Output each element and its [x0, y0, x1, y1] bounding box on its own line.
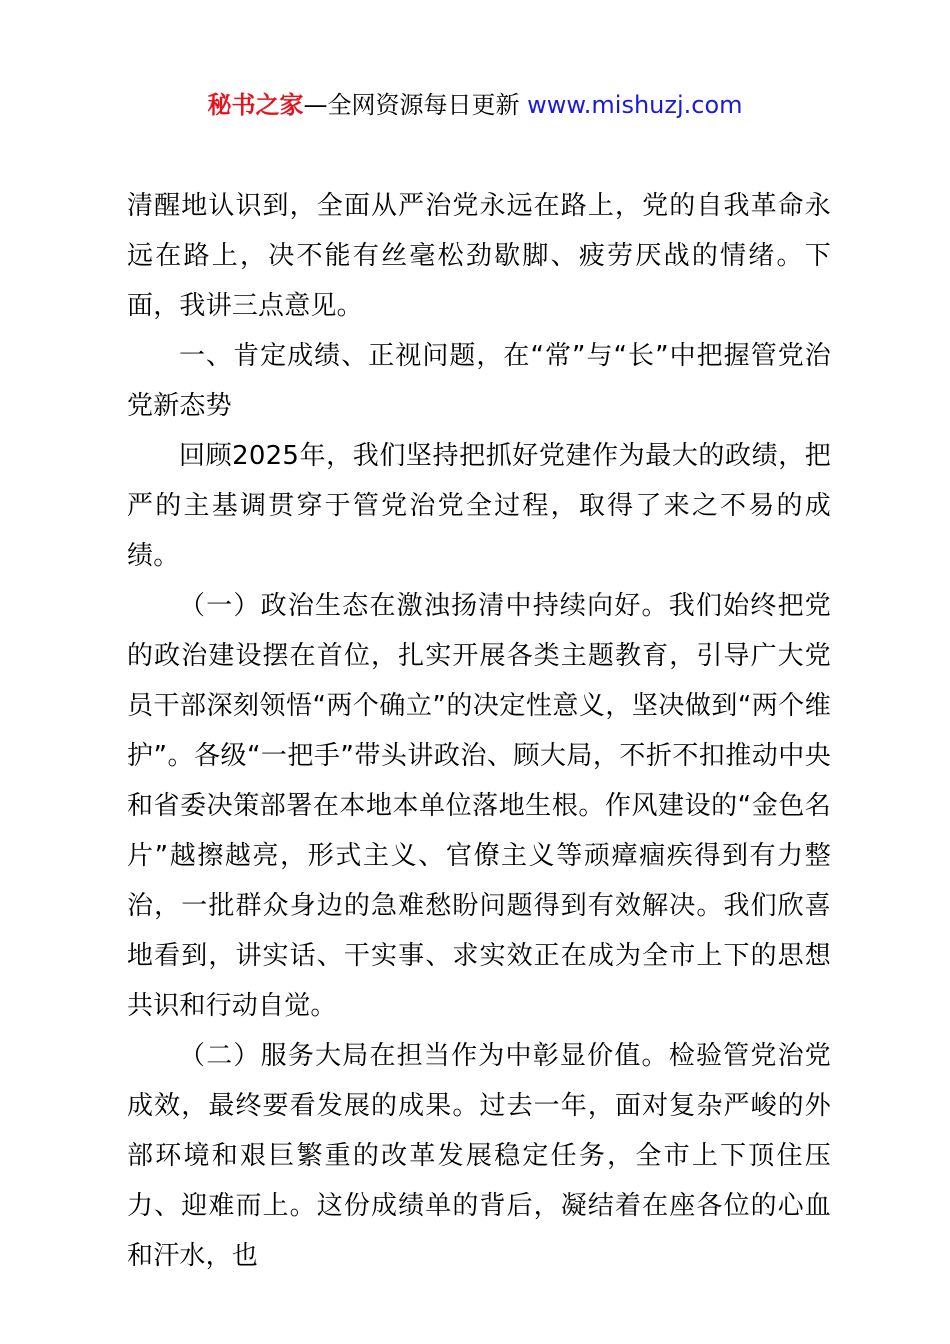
website-link[interactable]: www.mishuzj.com — [527, 91, 743, 119]
document-body — [127, 181, 831, 1281]
header-slogan: —全网资源每日更新 — [303, 91, 520, 119]
brand-name: 秘书之家 — [207, 91, 304, 119]
paragraph-political-ecology: （一）政治生态在激浊扬清中持续向好。我们始终把党的政治建设摆在首位，扎实开展各类主题教育，引导广大党员干部深刻领悟“两个确立”的决定性意义，坚决做到“两个维护”。各级“一把手”带头讲政治、顾大局，不折不扣推动中央和省委决策部署在本地本单位落地生根。作风建设的“金色名片”越擦越亮，形式主义、官僚主义等顽瘴痼疾得到有力整治，一批群众身边的急难愁盼问题得到有效解决。我们欣喜地看到，讲实话、干实事、求实效正在成为全市上下的思想共识和行动自觉。 — [127, 591, 831, 1021]
page-header — [0, 88, 950, 122]
paragraph-serving-overall: （二）服务大局在担当作为中彰显价值。检验管党治党成效，最终要看发展的成果。过去一年，面对复杂严峻的外部环境和艰巨繁重的改革发展稳定任务，全市上下顶住压力、迎难而上。这份成绩单的背后，凝结着在座各位的心血和汗水，也 — [127, 1041, 831, 1271]
section-heading-one: 一、肯定成绩、正视问题，在“常”与“长”中把握管党治党新态势 — [127, 341, 831, 421]
paragraph-continuation: 清醒地认识到，全面从严治党永远在路上，党的自我革命永远在路上，决不能有丝毫松劲歇脚、疲劳厌战的情绪。下面，我讲三点意见。 — [127, 191, 831, 321]
paragraph-review: 回顾2025年，我们坚持把抓好党建作为最大的政绩，把严的主基调贯穿于管党治党全过程，取得了来之不易的成绩。 — [127, 441, 831, 571]
